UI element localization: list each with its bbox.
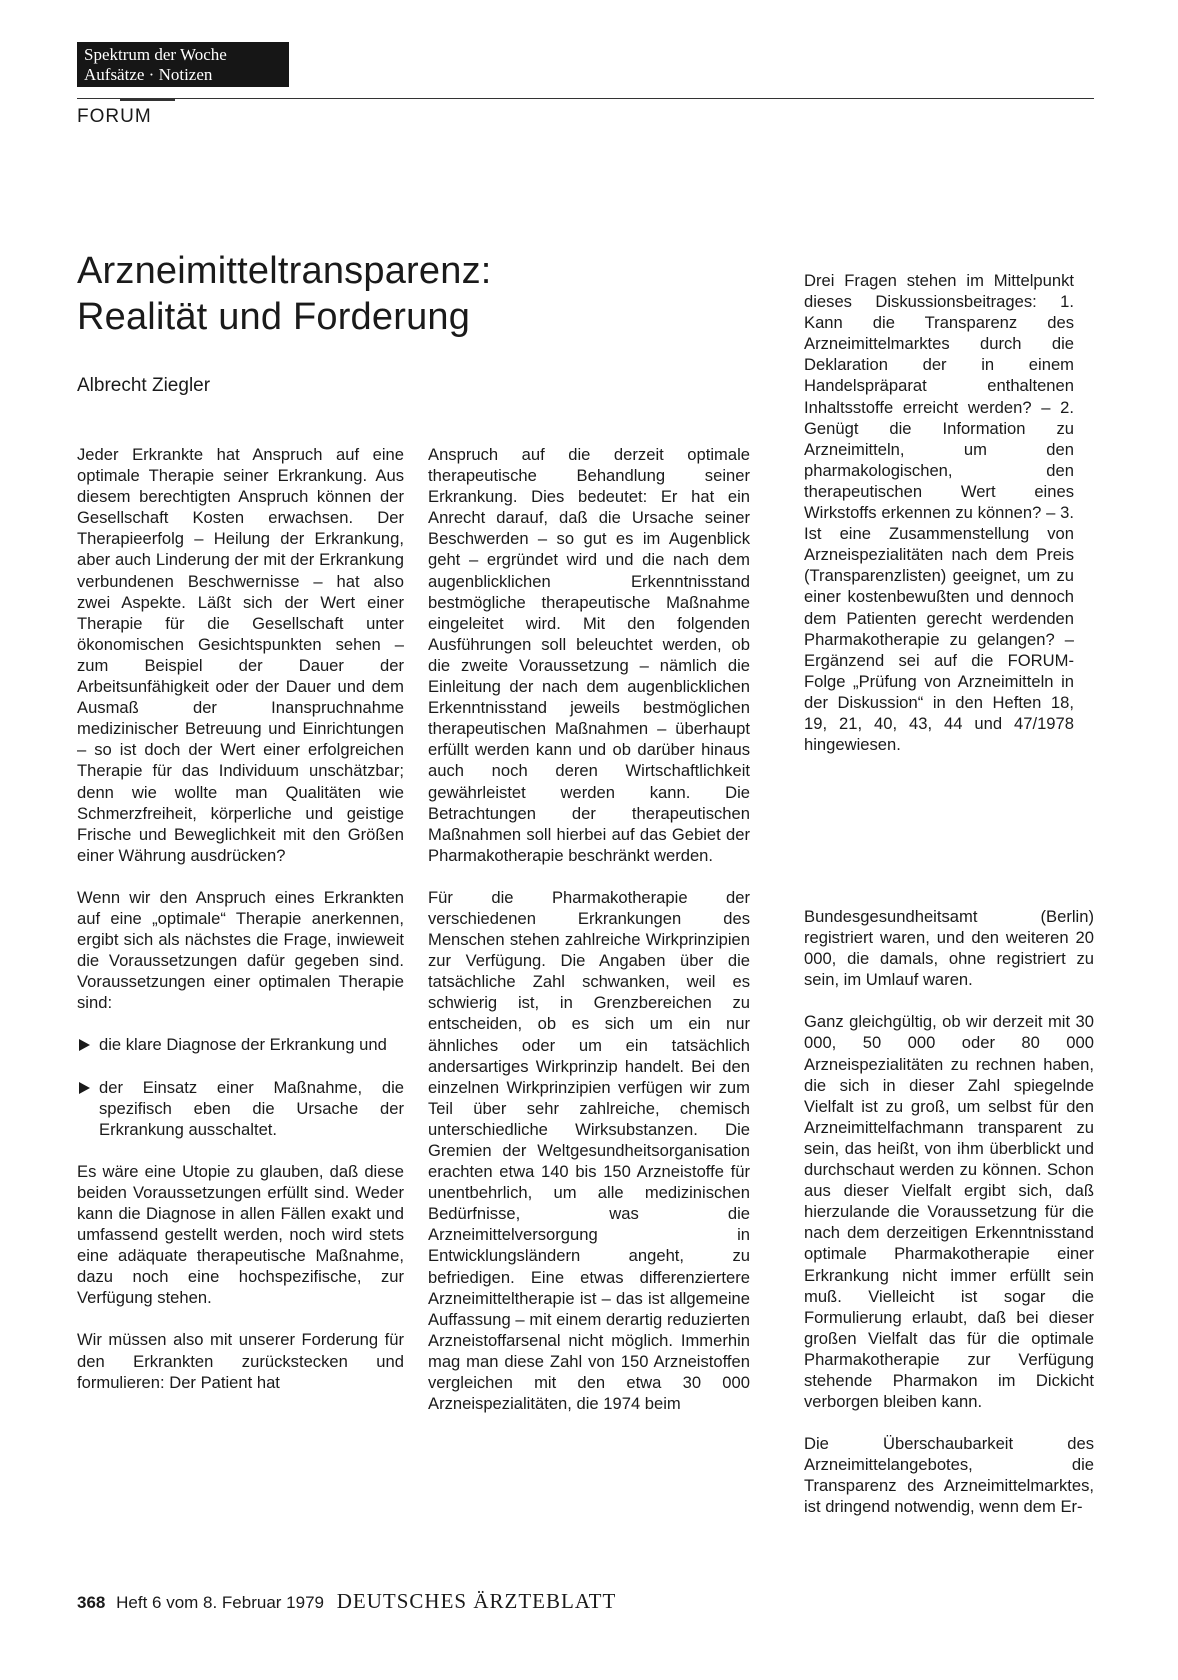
paragraph: Für die Pharmakotherapie der verschiedenen Erkrankungen des Menschen stehen zahlreiche Wirkprinzipien zur Verfügung. Die Angaben über die tatsächliche Zahl schwanken, weil es schwierig ist, in Grenzbereichen zu entscheiden, ob es sich um ein nur ähnliches oder um ein tatsächlich andersartiges Wirkprinzip handelt. Bei den einzelnen Wirkprinzipien verfügen wir zum Teil über sehr zahlreiche, chemisch unterschiedliche Wirksubstanzen. Die Gremien der Weltgesundheitsorganisation erachten etwa 140 bis 150 Arzneistoffe für unentbehrlich, um alle medizinischen Bedürfnisse, was die Arzneimittelversorgung in Entwicklungsländern angeht, zu befriedigen. Eine etwas differenziertere Arzneimitteltherapie ist – das ist allgemeine Auffassung – mit einem derartig reduzierten Arzneistoffarsenal nicht möglich. Immerhin mag man diese Zahl von 150 Arzneistoffen vergleichen mit den etwa 30 000 Arzneispezialitäten, die 1974 beim [428, 887, 750, 1414]
column-3 [804, 906, 1094, 1539]
intro-paragraph: Drei Fragen stehen im Mittelpunkt dieses Diskussionsbeitrages: 1. Kann die Transparenz des Arzneimittelmarktes durch die Deklaration der in einem Handelspräparat enthaltenen Inhaltsstoffe erreicht werden? – 2. Genügt die Information zu Arzneimitteln, um den pharmakologischen, den therapeutischen Wert eines Wirkstoffs erkennen zu können? – 3. Ist eine Zusammenstellung von Arzneispezialitäten nach dem Preis (Transparenzlisten) geeignet, um zu einer kostenbewußten und dennoch dem Patienten gerecht werdenden Pharmakotherapie zu gelangen? – Ergänzend sei auf die FORUM-Folge „Prüfung von Arzneimitteln in der Diskussion“ in den Heften 18, 19, 21, 40, 43, 44 und 47/1978 hingewiesen. [804, 271, 1074, 755]
journal-name: DEUTSCHES ÄRZTEBLATT [336, 1589, 617, 1613]
bullet-text: die klare Diagnose der Erkrankung und [99, 1035, 387, 1055]
paragraph: Bundesgesundheitsamt (Berlin) registriert waren, und den weiteren 20 000, die damals, ohne registriert zu sein, im Umlauf waren. [804, 907, 1094, 990]
section-label-line1: Spektrum der Woche [84, 45, 227, 64]
forum-label: FORUM [77, 106, 152, 127]
article-title [77, 248, 492, 340]
paragraph: Jeder Erkrankte hat Anspruch auf eine optimale Therapie seiner Erkrankung. Aus diesem berechtigten Anspruch können der Gesellschaft Kosten erwachsen. Der Therapieerfolg – Heilung der Erkrankung, aber auch Linderung der mit der Erkrankung verbundenen Beschwernisse – hat also zwei Aspekte. Läßt sich der Wert einer Therapie für die Gesellschaft unter ökonomischen Gesichtspunkten sehen – zum Beispiel der Dauer der Arbeitsunfähigkeit oder der Dauer und dem Ausmaß der Inanspruchnahme medizinischer Betreuung und Einrichtungen – so ist doch der Wert einer erfolgreichen Therapie für das Individuum unschätzbar; denn wie wollte man Qualitäten wie Schmerzfreiheit, körperliche und geistige Frische und Beweglichkeit mit den Größen einer Währung ausdrücken? [77, 445, 404, 865]
paragraph: Es wäre eine Utopie zu glauben, daß diese beiden Voraussetzungen erfüllt sind. Weder kann die Diagnose in allen Fällen exakt und umfassend gestellt werden, noch wird stets eine adäquate therapeutische Maßnahme, dazu noch eine hochspezifische, zur Verfügung stehen. [77, 1161, 404, 1308]
paragraph: Ganz gleichgültig, ob wir derzeit mit 30 000, 50 000 oder 80 000 Arzneispezialitäten zu rechnen haben, die sich in dieser Zahl spiegelnde Vielfalt ist zu groß, um selbst für den Arzneimittelfachmann transparent zu sein, das heißt, von ihm überblickt und durchschaut werden zu können. Schon aus dieser Vielfalt ergibt sich, daß hierzulande die Voraussetzung für die nach dem derzeitigen Erkenntnisstand optimale Pharmakotherapie einer Erkrankung nicht immer erfüllt sein muß. Vielleicht ist sogar die Formulierung erlaubt, daß bei dieser großen Vielfalt das für die optimale Pharmakotherapie zur Verfügung stehende Pharmakon im Dickicht verborgen bleiben kann. [804, 1012, 1094, 1412]
triangle-bullet-icon [79, 1082, 90, 1094]
section-label [77, 42, 289, 87]
paragraph: Die Überschaubarkeit des Arzneimittelangebotes, die Transparenz des Arzneimittelmarktes, ist dringend notwendig, wenn dem Er- [804, 1434, 1094, 1517]
page-footer [77, 1589, 616, 1614]
column-1 [77, 444, 404, 1414]
article-title-line2: Realität und Forderung [77, 296, 471, 338]
article-title-line1: Arzneimitteltransparenz: [77, 250, 492, 292]
bullet-item [77, 1034, 404, 1055]
header-rule-accent [120, 99, 175, 101]
header-rule [77, 98, 1094, 99]
bullet-text: der Einsatz einer Maßnahme, die spezifisch eben die Ursache der Erkrankung ausschaltet. [99, 1077, 404, 1139]
paragraph: Wenn wir den Anspruch eines Erkrankten auf eine „optimale“ Therapie anerkennen, ergibt sich als nächstes die Frage, inwieweit die Voraussetzungen dafür gegeben sind. Voraussetzungen einer optimalen Therapie sind: [77, 887, 404, 1013]
bullet-item [77, 1077, 404, 1140]
page-number: 368 [77, 1593, 106, 1612]
issue-info: Heft 6 vom 8. Februar 1979 [116, 1593, 324, 1612]
triangle-bullet-icon [79, 1039, 90, 1051]
column-2 [428, 444, 750, 1435]
paragraph: Wir müssen also mit unserer Forderung für den Erkrankten zurückstecken und formulieren: Der Patient hat [77, 1330, 404, 1392]
paragraph: Anspruch auf die derzeit optimale therapeutische Behandlung seiner Erkrankung. Dies bedeutet: Er hat ein Anrecht darauf, daß die Ursache seiner Beschwerden – so gut es im Augenblick geht – ergründet wird und die nach dem augenblicklichen Erkenntnisstand bestmögliche therapeutische Maßnahme eingeleitet wird. Mit den folgenden Ausführungen soll beleuchtet werden, ob die zweite Voraussetzung – nämlich die Einleitung der nach dem augenblicklichen Erkenntnisstand jeweils bestmöglichen therapeutischen Maßnahmen – überhaupt erfüllt werden kann und ob darüber hinaus auch noch deren Wirtschaftlichkeit gewährleistet werden kann. Die Betrachtungen der therapeutischen Maßnahmen soll hierbei auf das Gebiet der Pharmakotherapie beschränkt werden. [428, 445, 750, 865]
article-intro [804, 270, 1074, 776]
section-label-line2: Aufsätze · Notizen [84, 65, 213, 84]
article-author: Albrecht Ziegler [77, 375, 211, 396]
